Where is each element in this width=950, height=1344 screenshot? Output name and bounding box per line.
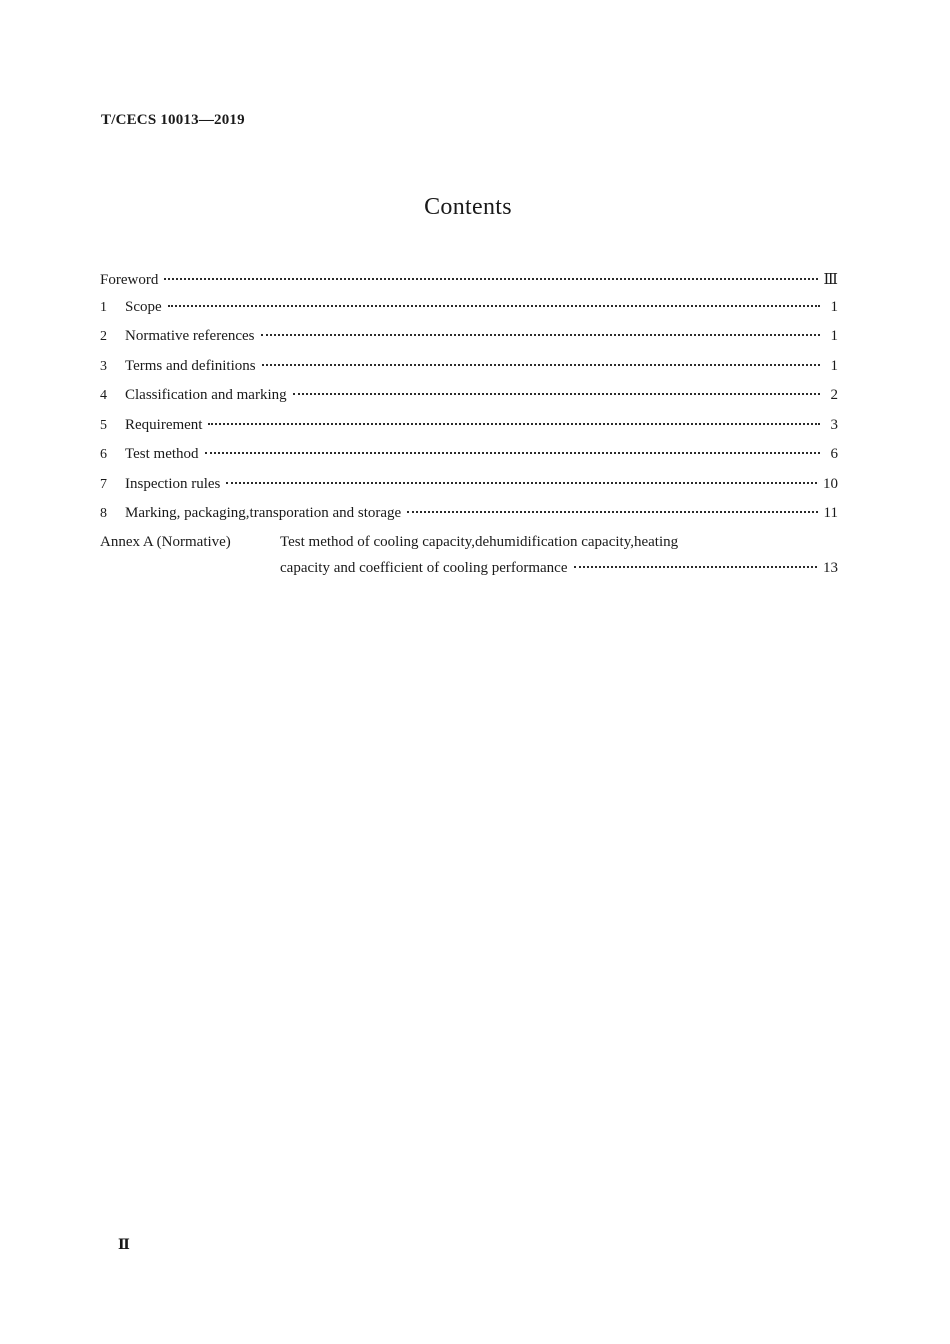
toc-entry-label: Foreword (100, 272, 159, 288)
annex-title-line1: Test method of cooling capacity,dehumidification capacity,heating (280, 534, 679, 550)
toc-entry-label: Test method (125, 446, 199, 462)
toc-entry-page: 6 (830, 446, 838, 462)
toc-entry-label: Marking, packaging,transporation and storage (125, 505, 402, 521)
toc-entry-2[interactable] (100, 328, 838, 350)
dot-leader (226, 482, 817, 484)
toc-entry-annex-a-continued[interactable] (280, 560, 838, 582)
dot-leader (574, 566, 818, 568)
toc-entry-3[interactable] (100, 358, 838, 380)
page-title: Contents (424, 194, 512, 220)
dot-leader (164, 278, 817, 280)
toc-entry-annex-a[interactable] (100, 534, 838, 556)
toc-entry-number: 5 (100, 418, 107, 433)
toc-entry-number: 6 (100, 447, 107, 462)
toc-entry-number: 3 (100, 359, 107, 374)
toc-entry-page: 1 (830, 328, 838, 344)
toc-entry-1[interactable] (100, 299, 838, 321)
toc-entry-number: 7 (100, 477, 107, 492)
toc-entry-8[interactable] (100, 505, 838, 527)
toc-entry-6[interactable] (100, 446, 838, 468)
toc-entry-page: 1 (830, 299, 838, 315)
toc-entry-page: 13 (823, 560, 838, 576)
toc-entry-5[interactable] (100, 417, 838, 439)
dot-leader (261, 334, 820, 336)
toc-entry-page: 11 (823, 505, 838, 521)
standard-code: T/CECS 10013—2019 (101, 112, 245, 128)
toc-entry-number: 1 (100, 300, 107, 315)
dot-leader (262, 364, 820, 366)
toc-entry-label: Classification and marking (125, 387, 287, 403)
toc-entry-page: Ⅲ (823, 272, 838, 288)
toc-entry-number: 8 (100, 506, 107, 521)
toc-entry-label: Requirement (125, 417, 203, 433)
dot-leader (205, 452, 820, 454)
toc-entry-page: 3 (830, 417, 838, 433)
toc-entry-page: 1 (830, 358, 838, 374)
toc-entry-page: 10 (823, 476, 838, 492)
page-number: Ⅱ (118, 1238, 130, 1253)
toc-entry-number: 2 (100, 329, 107, 344)
toc-entry-7[interactable] (100, 476, 838, 498)
toc-entry-label: Normative references (125, 328, 255, 344)
annex-prefix: Annex A (Normative) (100, 534, 231, 550)
annex-title-line2: capacity and coefficient of cooling performance (280, 560, 568, 576)
dot-leader (407, 511, 817, 513)
toc-entry-foreword[interactable] (100, 270, 838, 292)
toc-entry-label: Inspection rules (125, 476, 221, 492)
toc-entry-page: 2 (830, 387, 838, 403)
toc-entry-label: Terms and definitions (125, 358, 256, 374)
toc-entry-number: 4 (100, 388, 107, 403)
dot-leader (208, 423, 820, 425)
dot-leader (293, 393, 820, 395)
dot-leader (168, 305, 820, 307)
toc-entry-label: Scope (125, 299, 162, 315)
toc-entry-4[interactable] (100, 387, 838, 409)
